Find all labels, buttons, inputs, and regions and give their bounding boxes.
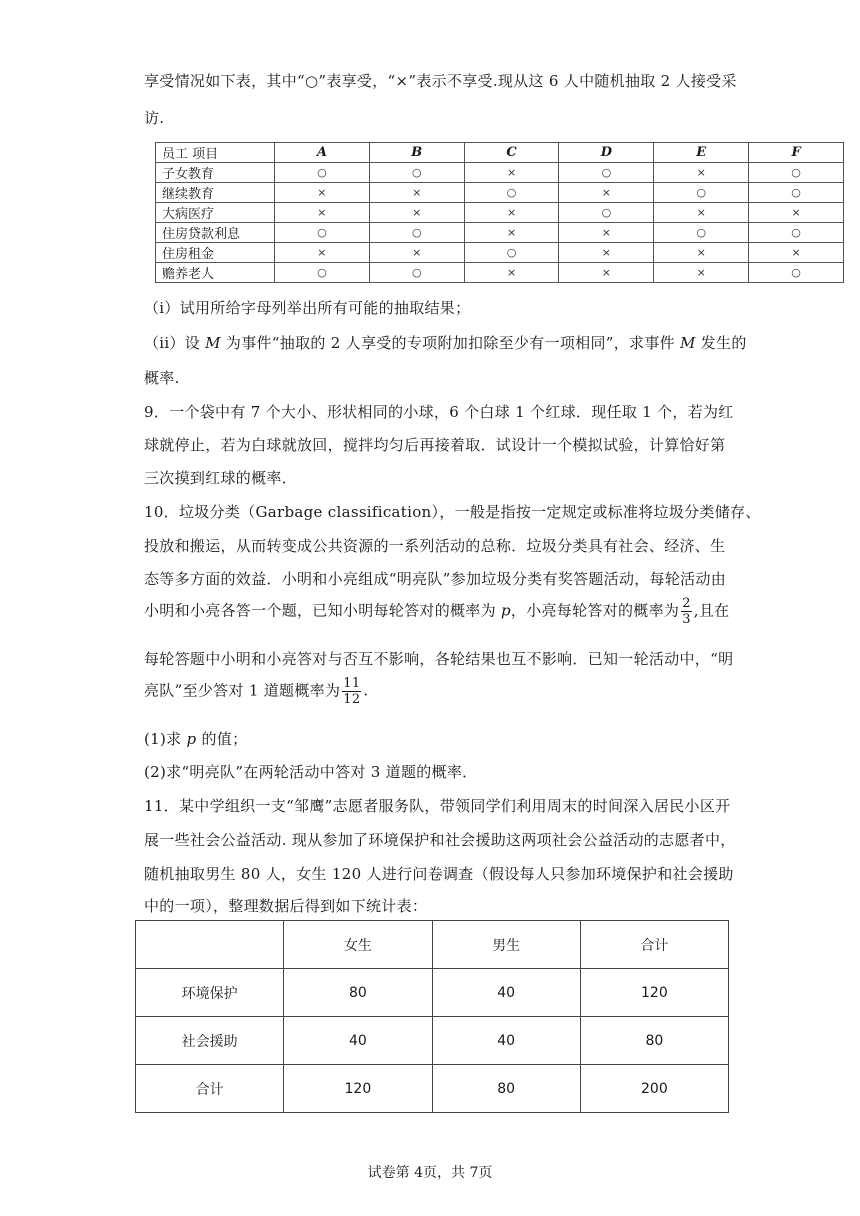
table-cell: × (654, 163, 749, 183)
table-cell: × (275, 243, 370, 263)
table-cell: ○ (464, 183, 559, 203)
table-cell: × (369, 243, 464, 263)
table-header-row (136, 921, 729, 969)
table-cell: ○ (275, 163, 370, 183)
deduction-table-header (156, 143, 844, 163)
table-cell: × (369, 183, 464, 203)
table-cell: 120 (284, 1065, 432, 1113)
table-cell: ○ (559, 163, 654, 183)
column-header: C (464, 143, 559, 163)
table-row (156, 203, 844, 223)
table-cell: ○ (559, 203, 654, 223)
text-span: （ii）设 (144, 334, 206, 352)
q9-line-2: 球就停止，若为白球就放回，搅拌均匀后再接着取．试设计一个模拟试验，计算恰好第 (144, 436, 726, 454)
table-cell: 40 (284, 1017, 432, 1065)
table-row (136, 969, 729, 1017)
page-footer: 试卷第 4页，共 7页 (367, 1165, 493, 1181)
row-label: 住房贷款利息 (156, 223, 275, 243)
table-row (136, 1065, 729, 1113)
q11-line-4: 中的一项），整理数据后得到如下统计表： (144, 897, 428, 915)
table-cell: ○ (275, 263, 370, 283)
table-cell: ○ (654, 223, 749, 243)
q10-line-3: 态等多方面的效益．小明和小亮组成“明亮队”参加垃圾分类有奖答题活动，每轮活动由 (144, 570, 727, 588)
row-label: 社会援助 (136, 1017, 284, 1065)
table-cell: × (275, 183, 370, 203)
table-cell: × (275, 203, 370, 223)
table-row (156, 243, 844, 263)
table-cell: 80 (284, 969, 432, 1017)
table-cell: × (654, 263, 749, 283)
q10-line-2: 投放和搬运，从而转变成公共资源的一系列活动的总称．垃圾分类具有社会、经济、生 (144, 537, 726, 555)
table-corner (136, 921, 284, 969)
volunteer-stats-table (135, 920, 729, 1113)
row-label: 赡养老人 (156, 263, 275, 283)
q11-line-1: 11．某中学组织一支“邹鹰”志愿者服务队，带领同学们利用周末的时间深入居民小区开 (144, 797, 731, 815)
text-span: . (363, 681, 369, 700)
fraction-numerator: 11 (343, 676, 361, 691)
column-header: B (369, 143, 464, 163)
math-var: M (680, 334, 696, 352)
q10-line-1: 10．垃圾分类（Garbage classification），一般是指按一定规定或标准将垃圾分类储存、 (144, 503, 761, 521)
text-span: 发生的 (695, 334, 747, 352)
column-header: E (654, 143, 749, 163)
q11-line-2: 展一些社会公益活动. 现从参加了环境保护和社会援助这两项社会公益活动的志愿者中， (144, 831, 736, 849)
column-header: 女生 (284, 921, 432, 969)
table-row (156, 183, 844, 203)
intro-line-2: 访. (144, 109, 165, 127)
row-label: 环境保护 (136, 969, 284, 1017)
table-cell: ○ (749, 223, 844, 243)
fraction-numerator: 2 (682, 596, 691, 611)
table-cell: ○ (654, 183, 749, 203)
q11-line-3: 随机抽取男生 80 人，女生 120 人进行问卷调查（假设每人只参加环境保护和社会援助 (144, 865, 734, 883)
text-span: 亮队”至少答对 1 道题概率为 (144, 681, 341, 700)
column-header: D (559, 143, 654, 163)
table-cell: × (369, 203, 464, 223)
text-span: 小明和小亮各答一个题，已知小明每轮答对的概率为 (144, 601, 501, 620)
table-cell: × (654, 203, 749, 223)
column-header: F (749, 143, 844, 163)
table-cell: × (559, 243, 654, 263)
fraction-denominator: 12 (343, 692, 361, 707)
table-cell: 80 (580, 1017, 728, 1065)
text-span: ,且在 (693, 601, 730, 620)
q9-line-3: 三次摸到红球的概率． (144, 469, 298, 487)
table-cell: ○ (369, 223, 464, 243)
q10-sub-2: (2)求“明亮队”在两轮活动中答对 3 道题的概率． (144, 763, 478, 781)
math-var: p (500, 601, 511, 620)
intro-line-1: 享受情况如下表，其中“○”表享受，“×”表示不享受.现从这 6 人中随机抽取 2 人接受采 (144, 72, 737, 90)
row-label: 合计 (136, 1065, 284, 1113)
table-cell: × (559, 263, 654, 283)
row-label: 子女教育 (156, 163, 275, 183)
table-cell: × (559, 223, 654, 243)
column-header: A (275, 143, 370, 163)
table-cell: 40 (432, 1017, 580, 1065)
math-var: M (205, 334, 221, 352)
table-cell: × (464, 223, 559, 243)
table-cell: 40 (432, 969, 580, 1017)
table-cell: × (464, 163, 559, 183)
row-label: 住房租金 (156, 243, 275, 263)
text-span: (1)求 (144, 730, 187, 748)
fraction (681, 596, 692, 627)
table-cell: ○ (275, 223, 370, 243)
table-cell: × (464, 203, 559, 223)
table-cell: ○ (464, 243, 559, 263)
q8-part-ii-end: 概率. (144, 369, 180, 387)
q8-part-ii (144, 332, 747, 353)
table-cell: ○ (749, 263, 844, 283)
table-cell: × (654, 243, 749, 263)
column-header: 合计 (580, 921, 728, 969)
q10-line-5: 每轮答题中小明和小亮答对与否互不影响，各轮结果也互不影响．已知一轮活动中，“明 (144, 650, 734, 668)
row-label: 大病医疗 (156, 203, 275, 223)
table-cell: 200 (580, 1065, 728, 1113)
table-row (156, 263, 844, 283)
table-row (156, 223, 844, 243)
table-row (136, 1017, 729, 1065)
table-cell: ○ (369, 163, 464, 183)
table-cell: × (464, 263, 559, 283)
table-cell: ○ (749, 163, 844, 183)
column-header: 男生 (432, 921, 580, 969)
table-cell: × (749, 243, 844, 263)
q10-line-4 (144, 596, 729, 627)
table-row (156, 163, 844, 183)
table-cell: 120 (580, 969, 728, 1017)
table-cell: ○ (749, 183, 844, 203)
table-cell: ○ (369, 263, 464, 283)
q10-sub-1 (144, 728, 247, 749)
table-cell: 80 (432, 1065, 580, 1113)
text-span: ，小亮每轮答对的概率为 (510, 601, 680, 620)
q10-line-6 (144, 676, 368, 707)
fraction-denominator: 3 (682, 612, 691, 627)
text-span: 的值； (196, 730, 248, 748)
q8-part-i: （i）试用所给字母列举出所有可能的抽取结果； (144, 299, 471, 317)
q9-line-1: 9．一个袋中有 7 个大小、形状相同的小球，6 个白球 1 个红球．现任取 1 个，若为红 (144, 403, 734, 421)
fraction (342, 676, 361, 707)
row-label: 继续教育 (156, 183, 275, 203)
text-span: 为事件“抽取的 2 人享受的专项附加扣除至少有一项相同”，求事件 (220, 334, 680, 352)
table-corner-header: 员工 项目 (156, 143, 275, 163)
math-var: p (186, 730, 197, 748)
deduction-table (155, 142, 844, 283)
table-cell: × (749, 203, 844, 223)
table-cell: × (559, 183, 654, 203)
